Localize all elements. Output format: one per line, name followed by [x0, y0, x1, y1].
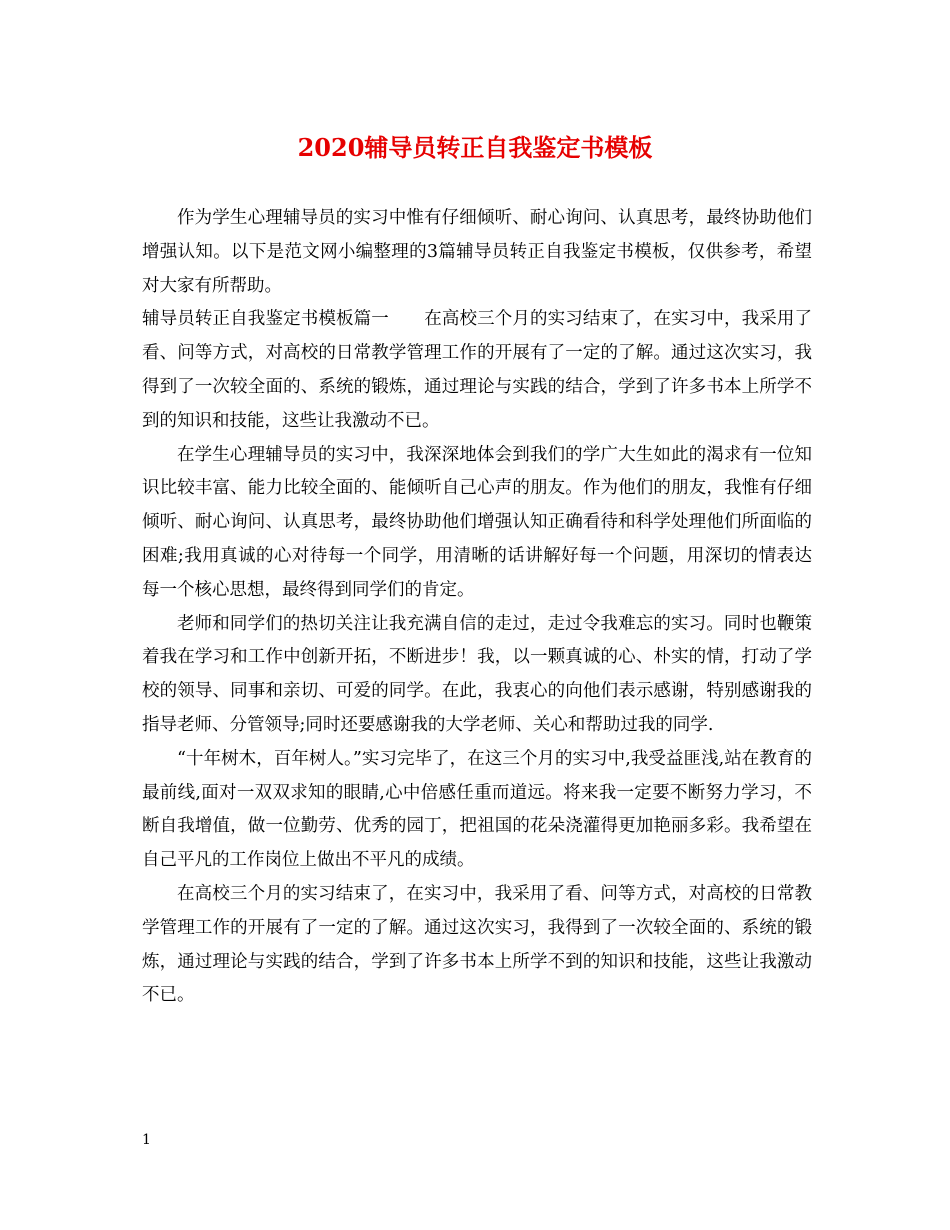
document-body: [142, 202, 812, 1013]
body-paragraph-2: 老师和同学们的热切关注让我充满自信的走过，走过令我难忘的实习。同时也鞭策着我在学习和工作中创新开拓，不断进步！我，以一颗真诚的心、朴实的情，打动了学校的领导、同事和亲切、可爱的同学。在此，我衷心的向他们表示感谢，特别感谢我的指导老师、分管领导;同时还要感谢我的大学老师、关心和帮助过我的同学.: [142, 613, 812, 735]
body-paragraph-4: 在高校三个月的实习结束了，在实习中，我采用了看、问等方式，对高校的日常教学管理工作的开展有了一定的了解。通过这次实习，我得到了一次较全面的、系统的锻炼，通过理论与实践的结合，学到了许多书本上所学不到的知识和技能，这些让我激动不已。: [142, 883, 812, 1006]
intro-paragraph: 作为学生心理辅导员的实习中惟有仔细倾听、耐心询问、认真思考，最终协助他们增强认知。以下是范文网小编整理的3篇辅导员转正自我鉴定书模板，仅供参考，希望对大家有所帮助。: [142, 208, 812, 296]
body-paragraph-3: “十年树木，百年树人。”实习完毕了，在这三个月的实习中,我受益匪浅,站在教育的最前线,面对一双双求知的眼睛,心中倍感任重而道远。将来我一定要不断努力学习，不断自我增值，做一位勤劳、优秀的园丁，把祖国的花朵浇灌得更加艳丽多彩。我希望在自己平凡的工作岗位上做出不平凡的成绩。: [142, 748, 812, 871]
section-paragraph: [142, 303, 812, 438]
body-paragraph-1: 在学生心理辅导员的实习中，我深深地体会到我们的学广大生如此的渴求有一位知识比较丰富、能力比较全面的、能倾听自己心声的朋友。作为他们的朋友，我惟有仔细倾听、耐心询问、认真思考，最终协助他们增强认知正确看待和科学处理他们所面临的困难;我用真诚的心对待每一个同学，用清晰的话讲解好每一个问题，用深切的情表达每一个核心思想，最终得到同学们的肯定。: [142, 444, 812, 600]
page-number: 1: [142, 1132, 151, 1148]
section-first-text: 在高校三个月的实习结束了，在实习中，我采用了看、问等方式，对高校的日常教学管理工作的开展有了一定的了解。通过这次实习，我得到了一次较全面的、系统的锻炼，通过理论与实践的结合，学到了许多书本上所学不到的知识和技能，这些让我激动不已。: [142, 309, 813, 431]
section-heading: 辅导员转正自我鉴定书模板篇一: [142, 309, 389, 330]
section-spacer: [389, 309, 424, 329]
document-title: 2020辅导员转正自我鉴定书模板: [297, 133, 653, 162]
